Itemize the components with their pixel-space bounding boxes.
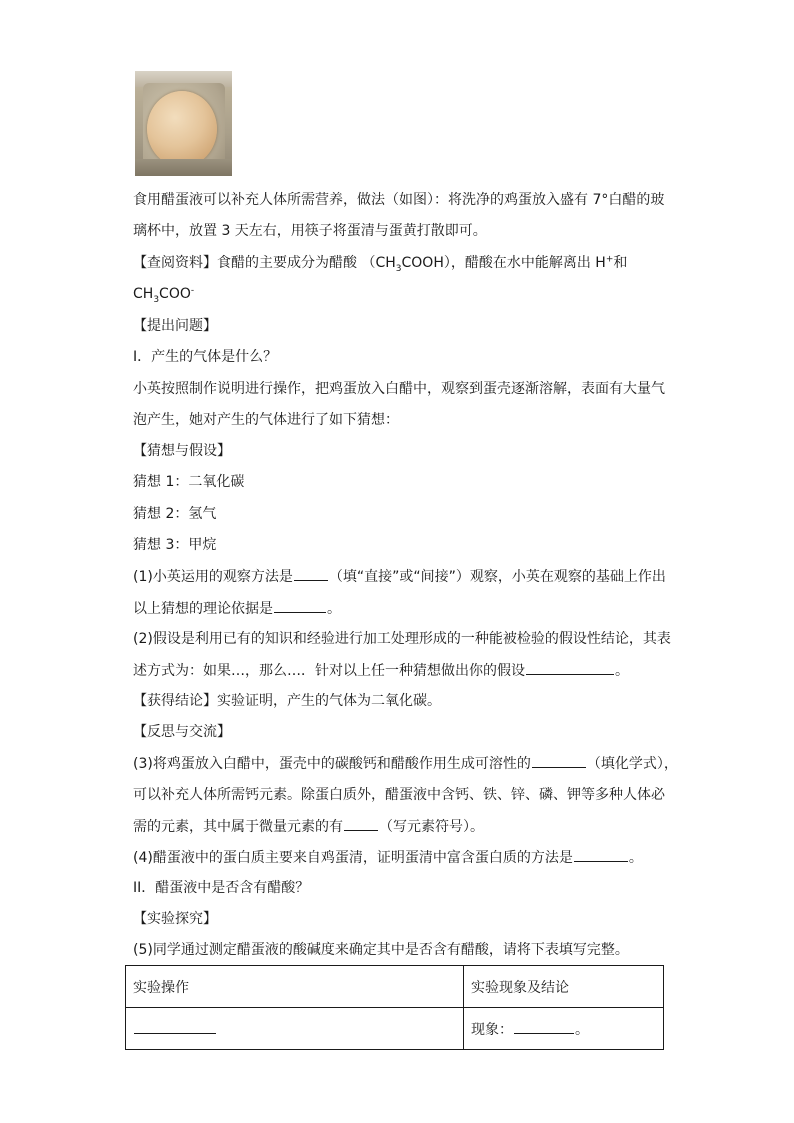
- part-3-text-b: （填化学式），: [586, 756, 678, 772]
- guess-3: 猜想 3：甲烷: [133, 537, 217, 553]
- table-row: [126, 1008, 664, 1050]
- part-2-line-2: [133, 660, 673, 680]
- subscript: 3: [395, 263, 402, 274]
- answer-blank-6[interactable]: [574, 847, 628, 862]
- part-2-text-b: 述方式为：如果…，那么…．针对以上任一种猜想做出你的假设: [133, 663, 525, 679]
- data-lookup-mid: COOH），醋酸在水中能解离出 H: [401, 255, 606, 271]
- jar-base: [135, 159, 232, 176]
- part-1-text-c: 以上猜想的理论依据是: [133, 601, 273, 617]
- data-lookup-suffix: 和: [613, 255, 628, 271]
- part-3-text-d: 需的元素，其中属于微量元素的有: [133, 819, 343, 835]
- table-header-operation: 实验操作: [126, 966, 464, 1008]
- part-4-text-a: (4)醋蛋液中的蛋白质主要来自鸡蛋清，证明蛋清中富含蛋白质的方法是: [133, 850, 573, 866]
- part-1-text-a: (1)小英运用的观察方法是: [133, 569, 293, 585]
- guess-1: 猜想 1：二氧化碳: [133, 474, 245, 490]
- section-hypothesis: 【猜想与假设】: [133, 443, 231, 459]
- data-lookup-line-1: [133, 253, 673, 273]
- question-2: II．醋蛋液中是否含有醋酸？: [133, 880, 310, 896]
- table-header-result: 实验现象及结论: [464, 966, 664, 1008]
- section-raise-question: 【提出问题】: [133, 318, 217, 334]
- phenomenon-end: 。: [575, 1021, 589, 1038]
- answer-blank-2[interactable]: [274, 598, 326, 613]
- part-3-line-3: [133, 816, 673, 836]
- part-3-text-a: (3)将鸡蛋放入白醋中，蛋壳中的碳酸钙和醋酸作用生成可溶性的: [133, 756, 531, 772]
- part-4-text-b: 。: [628, 850, 643, 866]
- part-3-text-e: （写元素符号）。: [379, 819, 484, 835]
- table-cell-operation: [126, 1008, 464, 1050]
- part-3-line-2: 可以补充人体所需钙元素。除蛋白质外，醋蛋液中含钙、铁、锌、磷、钾等多种人体必: [133, 787, 665, 803]
- superscript: -: [190, 285, 195, 296]
- formula-ch: CH: [133, 286, 154, 302]
- phenomenon-label: 现象：: [471, 1021, 513, 1038]
- section-reflection: 【反思与交流】: [133, 724, 231, 740]
- part-1-text-d: 。: [327, 601, 341, 617]
- answer-blank-3[interactable]: [526, 660, 614, 675]
- question-1-desc-2: 泡产生，她对产生的气体进行了如下猜想：: [133, 412, 399, 428]
- answer-blank-8[interactable]: [514, 1019, 574, 1034]
- egg-in-vinegar-photo: [135, 71, 232, 176]
- answer-blank-4[interactable]: [532, 753, 586, 768]
- superscript: +: [605, 254, 614, 265]
- egg: [147, 91, 217, 167]
- table-header-row: [126, 966, 664, 1008]
- data-lookup-prefix: 【查阅资料】食醋的主要成分为醋酸 （CH: [133, 255, 396, 271]
- part-2-line-1: (2)假设是利用已有的知识和经验进行加工处理形成的一种能被检验的假设性结论，其表: [133, 631, 671, 647]
- part-1-line-1: [133, 566, 673, 586]
- guess-2: 猜想 2：氢气: [133, 506, 217, 522]
- part-1-line-2: [133, 598, 673, 618]
- part-4-line: [133, 847, 673, 867]
- answer-blank-5[interactable]: [344, 816, 378, 831]
- part-5-line: (5)同学通过测定醋蛋液的酸碱度来确定其中是否含有醋酸，请将下表填写完整。: [133, 942, 629, 958]
- answer-blank-7[interactable]: [134, 1019, 216, 1034]
- part-3-line-1: [133, 753, 678, 773]
- data-lookup-line-2: [133, 284, 673, 304]
- subscript: 3: [153, 294, 160, 305]
- experiment-table: [125, 965, 664, 1050]
- section-conclusion: 【获得结论】实验证明，产生的气体为二氧化碳。: [133, 693, 441, 709]
- table-cell-result: [464, 1008, 664, 1050]
- intro-line-1: 食用醋蛋液可以补充人体所需营养，做法（如图）：将洗净的鸡蛋放入盛有 7°白醋的玻: [133, 192, 665, 208]
- intro-line-2: 璃杯中，放置 3 天左右，用筷子将蛋清与蛋黄打散即可。: [133, 223, 487, 239]
- question-1-desc-1: 小英按照制作说明进行操作，把鸡蛋放入白醋中，观察到蛋壳逐渐溶解，表面有大量气: [133, 381, 665, 397]
- section-explore: 【实验探究】: [133, 911, 217, 927]
- part-1-text-b: （填“直接”或“间接”）观察，小英在观察的基础上作出: [328, 569, 666, 585]
- question-1: I．产生的气体是什么？: [133, 349, 278, 365]
- answer-blank-1[interactable]: [294, 566, 328, 581]
- formula-coo: COO: [159, 286, 191, 302]
- part-2-text-c: 。: [615, 663, 629, 679]
